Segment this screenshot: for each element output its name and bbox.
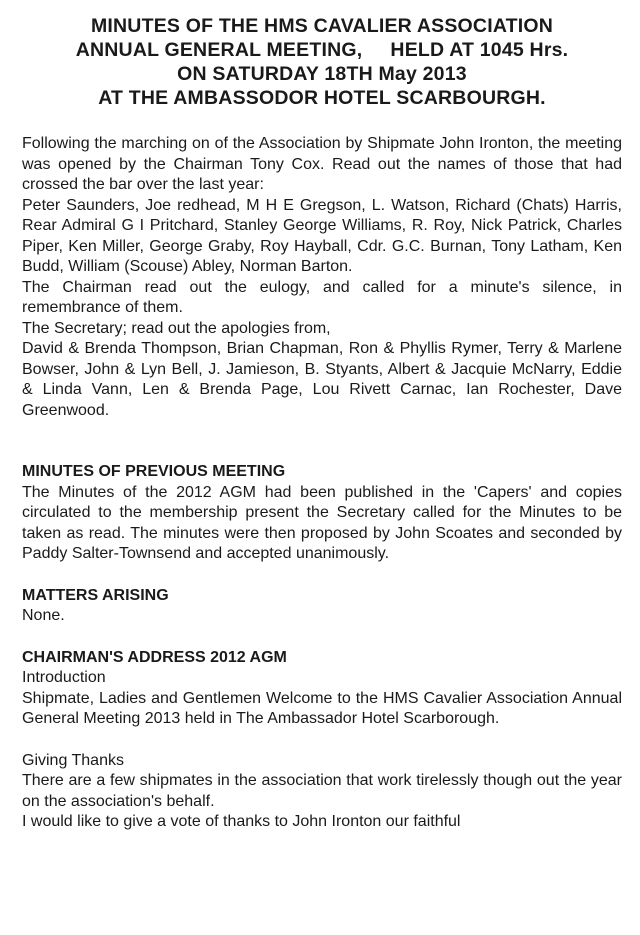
giving-thanks-label: Giving Thanks [22,751,124,769]
document-body [22,134,622,833]
matters-arising-heading: MATTERS ARISING [22,586,169,604]
previous-meeting-section [22,462,622,565]
previous-meeting-text: The Minutes of the 2012 AGM had been published in the 'Capers' and copies circulated to the membership present the Secretary called for the Minutes to be taken as read. The minutes were then proposed by John Scoates and seconded by Paddy Salter-Townsend and accepted unanimously. [22,483,622,562]
title-line-2: ANNUAL GENERAL MEETING, HELD AT 1045 Hrs. [75,39,569,61]
chairmans-address-heading: CHAIRMAN'S ADDRESS 2012 AGM [22,648,287,666]
introduction-text: Shipmate, Ladies and Gentlemen Welcome to the HMS Cavalier Association Annual General Meeting 2013 held in The Ambassador Hotel Scarborough. [22,689,622,727]
chairmans-address-section [22,648,622,833]
title-line-3: ON SATURDAY 18TH May 2013 [177,63,467,85]
apologies-intro: The Secretary; read out the apologies from, [22,319,331,337]
vote-of-thanks-text: I would like to give a vote of thanks to John Ironton our faithful [22,813,461,830]
paragraph-spacer [22,730,622,751]
opening-paragraph: Following the marching on of the Association by Shipmate John Ironton, the meeting was opened by the Chairman Tony Cox. Read out the names of those that had crossed the bar over the last year: [22,135,622,193]
crossed-the-bar-names: Peter Saunders, Joe redhead, M H E Gregson, L. Watson, Richard (Chats) Harris, Rear Admiral G I Pritchard, Stanley George Williams, R. Roy, Nick Patrick, Charles Piper, Ken Miller, George Graby, Roy Hayball, Cdr. G.C. Burnan, Tony Latham, Ken Budd, William (Scouse) Abley, Norman Barton. [22,196,622,275]
matters-arising-text: None. [22,607,65,624]
section-spacer [22,421,622,462]
matters-arising-section [22,586,622,627]
document-page [22,14,622,833]
giving-thanks-text: There are a few shipmates in the association that work tirelessly though out the year on the association's behalf. [22,772,622,810]
section-spacer [22,565,622,586]
title-line-4: AT THE AMBASSODOR HOTEL SCARBOURGH. [98,87,546,109]
opening-section [22,134,622,421]
document-title [22,14,622,110]
previous-meeting-heading: MINUTES OF PREVIOUS MEETING [22,463,286,480]
eulogy-paragraph: The Chairman read out the eulogy, and called for a minute's silence, in remembrance of them. [22,278,622,316]
section-spacer [22,627,622,648]
introduction-label: Introduction [22,669,106,686]
title-line-1: MINUTES OF THE HMS CAVALIER ASSOCIATION [90,15,554,37]
apologies-names: David & Brenda Thompson, Brian Chapman, Ron & Phyllis Rymer, Terry & Marlene Bowser, John & Lyn Bell, J. Jamieson, B. Styants, Albert & Jacquie McNarry, Eddie & Linda Vann, Len & Brenda Page, Lou Rivett Carnac, Ian Rochester, Dave Greenwood. [22,340,622,419]
